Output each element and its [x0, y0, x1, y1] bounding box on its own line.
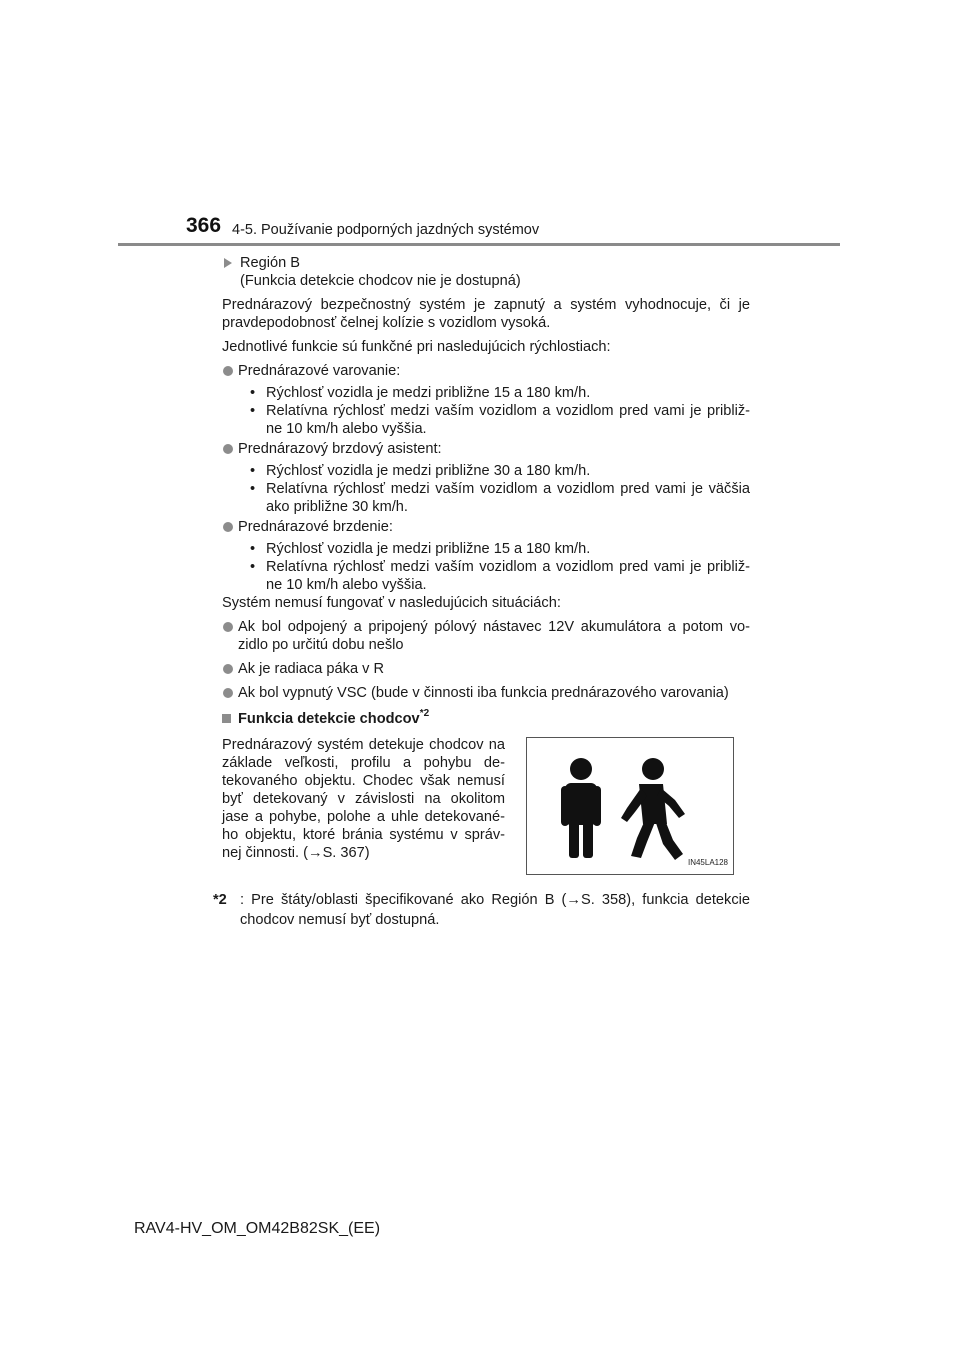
situation-text: Ak je radiaca páka v R — [238, 661, 385, 677]
header-rule — [118, 243, 840, 246]
situation-item — [222, 684, 750, 702]
circle-bullet-icon — [223, 444, 233, 454]
intro-paragraph: Prednárazový bezpečnostný systém je zapnutý a systém vyhodnocuje, či je pravdepodobnosť čelnej kolízie s vozidlom vysoká. — [222, 297, 750, 331]
bullet-item: • Relatívna rýchlosť medzi vaším vozidlom a vozidlom pred vami je väčšia ako približne 30 km/h. — [250, 481, 750, 515]
bullet-text: Relatívna rýchlosť medzi vaším vozidlom a vozidlom pred vami je väčšia ako približne 30 km/h. — [266, 481, 750, 515]
footnote-mark: *2 — [213, 892, 227, 908]
walking-person-icon — [621, 758, 685, 860]
region-block — [222, 254, 750, 290]
region-title: Región B — [240, 255, 301, 271]
circle-bullet-icon — [223, 688, 233, 698]
circle-bullet-icon — [223, 522, 233, 532]
page-number: 366 — [186, 214, 222, 237]
standing-person-icon — [561, 758, 601, 858]
bullet-text: Relatívna rýchlosť medzi vaším vozidlom a vozidlom pred vami je približ-ne 10 km/h alebo vyššia. — [266, 559, 750, 593]
bullet-item: • Relatívna rýchlosť medzi vaším vozidlom a vozidlom pred vami je približ-ne 10 km/h alebo vyššia. — [250, 559, 750, 593]
function-bullets — [238, 540, 750, 594]
situation-item — [222, 660, 750, 678]
triangle-bullet-icon — [224, 258, 232, 268]
region-note: (Funkcia detekcie chodcov nie je dostupná) — [240, 273, 521, 289]
footnote — [213, 890, 750, 930]
circle-bullet-icon — [223, 664, 233, 674]
bullet-text: Rýchlosť vozidla je medzi približne 30 a 180 km/h. — [266, 463, 591, 479]
circle-bullet-icon — [223, 622, 233, 632]
situations-intro: Systém nemusí fungovať v nasledujúcich situáciách: — [222, 595, 561, 611]
section-title: 4-5. Používanie podporných jazdných systémov — [232, 222, 540, 238]
function-bullets — [238, 462, 750, 516]
bullet-text: Relatívna rýchlosť medzi vaším vozidlom a vozidlom pred vami je približ-ne 10 km/h alebo vyššia. — [266, 403, 750, 437]
circle-bullet-icon — [223, 366, 233, 376]
pedestrian-description: Prednárazový systém detekuje chodcov na základe veľkosti, profilu a pohybu de-tekovaného objektu. Chodec však nemusí byť detekovaný v závislosti na okolitom jase a pohybe, polohe a uhle detekované-ho objektu, ktoré bránia systému v správ-nej činnosti. (→S. 367) — [222, 737, 505, 861]
pedestrian-section — [222, 736, 750, 886]
function-name: Prednárazové brzdenie: — [238, 519, 393, 535]
function-item — [222, 440, 750, 516]
footnote-text: : Pre štáty/oblasti špecifikované ako Región B (→S. 358), funkcia detekcie chodcov nemusí byť dostupná. — [240, 892, 750, 928]
function-item — [222, 362, 750, 438]
pedestrian-heading-text: Funkcia detekcie chodcov — [238, 711, 420, 727]
square-bullet-icon — [222, 714, 231, 723]
situation-text: Ak bol vypnutý VSC (bude v činnosti iba funkcia prednárazového varovania) — [238, 685, 729, 701]
pedestrian-figure — [526, 737, 734, 875]
function-item — [222, 518, 750, 594]
bullet-item: • Relatívna rýchlosť medzi vaším vozidlom a vozidlom pred vami je približ-ne 10 km/h alebo vyššia. — [250, 403, 750, 437]
main-content — [213, 254, 750, 930]
situation-text: Ak bol odpojený a pripojený pólový nástavec 12V akumulátora a potom vo-zidlo po určitú dobu nešlo — [238, 619, 750, 653]
figure-label: IN45LA128 — [687, 858, 728, 867]
pedestrian-heading — [222, 710, 750, 728]
function-name: Prednárazové varovanie: — [238, 363, 401, 379]
speeds-paragraph: Jednotlivé funkcie sú funkčné pri nasledujúcich rýchlostiach: — [222, 339, 611, 355]
footnote-reference: *2 — [419, 708, 430, 719]
bullet-item: • Rýchlosť vozidla je medzi približne 15 a 180 km/h. — [250, 541, 591, 557]
bullet-item: • Rýchlosť vozidla je medzi približne 30 a 180 km/h. — [250, 463, 591, 479]
bullet-item: • Rýchlosť vozidla je medzi približne 15 a 180 km/h. — [250, 385, 591, 401]
function-name: Prednárazový brzdový asistent: — [238, 441, 442, 457]
bullet-text: Rýchlosť vozidla je medzi približne 15 a 180 km/h. — [266, 385, 591, 401]
situation-item — [222, 618, 750, 654]
document-code: RAV4-HV_OM_OM42B82SK_(EE) — [134, 1220, 381, 1237]
function-bullets — [238, 384, 750, 438]
bullet-text: Rýchlosť vozidla je medzi približne 15 a 180 km/h. — [266, 541, 591, 557]
